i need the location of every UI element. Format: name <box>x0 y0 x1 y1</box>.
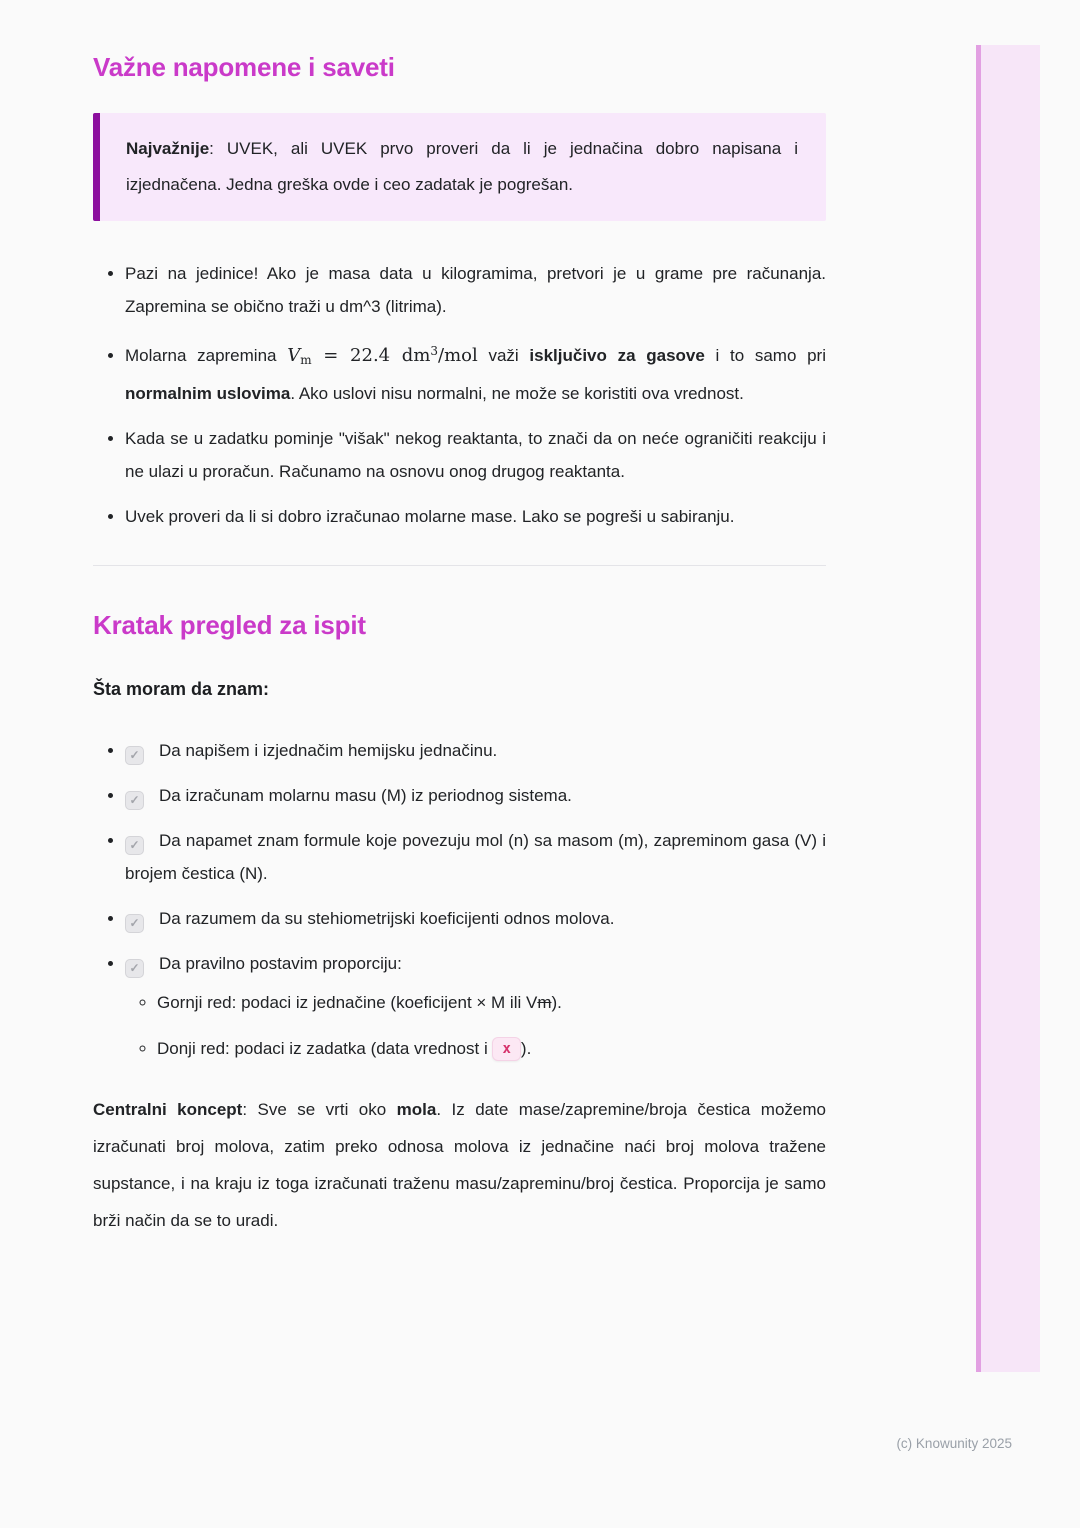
proportion-sublist <box>125 986 826 1065</box>
sublist-item-lower-row <box>157 1032 826 1065</box>
document-content <box>93 0 826 1239</box>
bullet-item-molar-volume <box>125 335 826 410</box>
section-divider <box>93 565 826 566</box>
sublist-text: ). <box>551 993 562 1012</box>
section-title-notes: Važne napomene i saveti <box>93 52 395 82</box>
bullet-text: Molarna zapremina <box>125 346 288 365</box>
checklist-item <box>125 947 826 1065</box>
sublist-text: Gornji red: podaci iz jednačine (koeficijent × M ili V <box>157 993 538 1012</box>
sublist-item-upper-row <box>157 986 826 1019</box>
review-subtitle: Šta moram da znam: <box>93 679 270 699</box>
checklist-item-label: Da izračunam molarnu masu (M) iz periodnog sistema. <box>159 786 572 805</box>
callout-body: : UVEK, ali UVEK prvo proveri da li je jednačina dobro napisana i izjednačena. Jedna greška ovde i ceo zadatak je pogrešan. <box>126 139 798 194</box>
bullet-item-molar-mass-check: • Uvek proveri da li si dobro izračunao molarne mase. Lako se pogreši u sabiranju. <box>125 500 826 533</box>
right-decoration-strip <box>976 45 1040 1372</box>
concept-bold-mol: mola <box>396 1100 437 1119</box>
bullet-bold-text: isključivo za gasove <box>529 346 705 365</box>
inline-code-badge: x <box>492 1037 520 1061</box>
checkbox-icon[interactable]: ✓ <box>125 914 144 933</box>
struck-subscript: m <box>537 993 552 1012</box>
checklist-item <box>125 734 826 767</box>
sublist-text: Donji red: podaci iz zadatka (data vrednost i <box>157 1039 493 1058</box>
checklist-item <box>125 902 826 935</box>
bullet-item-excess-reactant: • Kada se u zadatku pominje "višak" nekog reaktanta, to znači da on neće ograničiti reakciju i ne ulazi u proračun. Računamo na osnovu onog drugog reaktanta. <box>125 422 826 488</box>
checkbox-icon[interactable]: ✓ <box>125 746 144 765</box>
notes-bullet-list <box>93 257 826 533</box>
bullet-bold-text: normalnim uslovima <box>125 384 291 403</box>
bullet-item-units: • Pazi na jedinice! Ako je masa data u kilogramima, pretvori je u grame pre računanja. Zapremina se obično traži u dm^3 (litrima). <box>125 257 826 323</box>
bullet-text: i to samo pri <box>704 346 826 365</box>
concept-text: : Sve se vrti oko <box>242 1100 397 1119</box>
checklist-item-label: Da napišem i izjednačim hemijsku jednačinu. <box>159 741 498 760</box>
checklist-item-label: Da pravilno postavim proporciju: <box>159 954 402 973</box>
callout-text <box>126 131 798 203</box>
checkbox-icon[interactable]: ✓ <box>125 959 144 978</box>
checklist-item <box>125 824 826 890</box>
concept-bold-lead: Centralni koncept <box>93 1100 243 1119</box>
checklist-item-label: Da napamet znam formule koje povezuju mol (n) sa masom (m), zapreminom gasa (V) i brojem čestica (N). <box>125 831 826 883</box>
footer-credit: (c) Knowunity 2025 <box>896 1436 1012 1451</box>
important-callout <box>93 113 826 221</box>
checklist-item-label: Da razumem da su stehiometrijski koeficijenti odnos molova. <box>159 909 615 928</box>
bullet-text: važi <box>477 346 530 365</box>
checkbox-icon[interactable]: ✓ <box>125 836 144 855</box>
concept-text: . Iz date mase/zapremine/broja čestica možemo izračunati broj molova, zatim preko odnosa molova iz jednačine naći broj molova tražene supstance, i na kraju iz toga izračunati traženu masu/zapreminu/broj čestica. Proporcija je samo brži način da se to uradi. <box>93 1100 826 1230</box>
bullet-text: . Ako uslovi nisu normalni, ne može se koristiti ova vrednost. <box>290 384 744 403</box>
checklist-item <box>125 779 826 812</box>
review-checklist <box>93 734 826 1065</box>
molar-volume-formula: $V_m = 22.4$ $dm^3$/mol <box>287 344 478 367</box>
sublist-text: ). <box>520 1039 532 1058</box>
section-title-review: Kratak pregled za ispit <box>93 610 366 640</box>
concept-paragraph <box>93 1091 826 1239</box>
callout-label: Najvažnije <box>126 139 210 158</box>
checkbox-icon[interactable]: ✓ <box>125 791 144 810</box>
